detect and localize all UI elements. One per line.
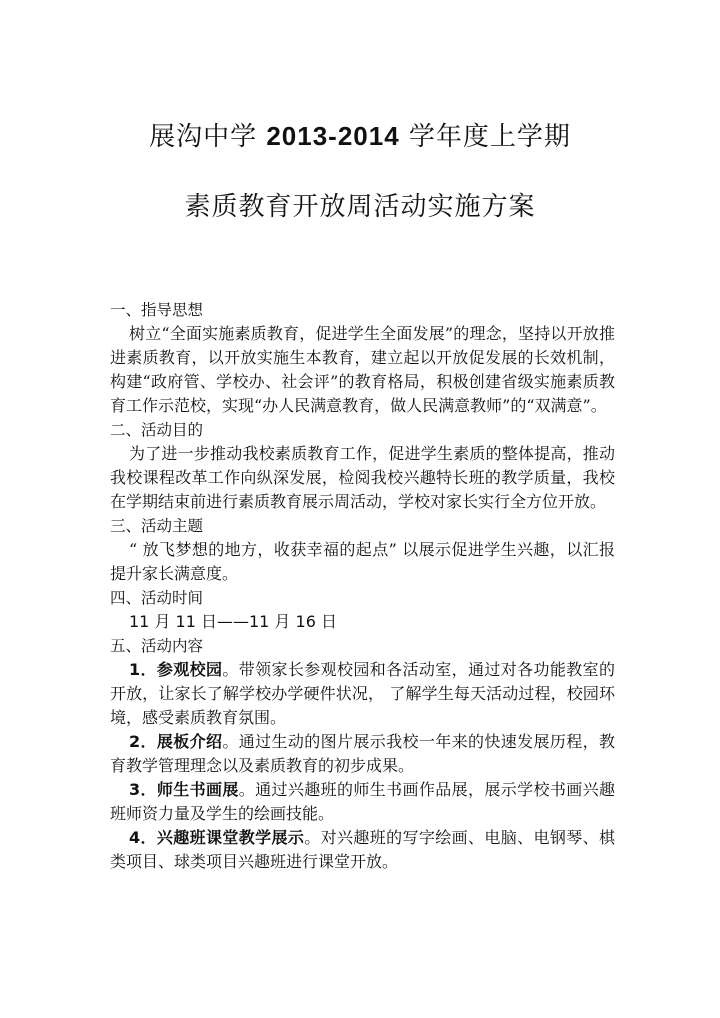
section-heading-purpose: 二、活动目的 xyxy=(110,421,204,439)
content-item-open-classes xyxy=(110,826,615,874)
content-item-label: 4．兴趣班课堂教学展示 xyxy=(129,828,305,847)
section-heading-content: 五、活动内容 xyxy=(110,637,204,655)
content-item-label: 1．参观校园 xyxy=(129,660,223,679)
content-item-art-exhibition xyxy=(110,778,615,826)
title-line-1-years: 2013-2014 xyxy=(266,121,400,151)
title-line-1 xyxy=(0,116,720,153)
section-text-guiding-thought: 树立“全面实施素质教育，促进学生全面发展”的理念，坚持以开放推进素质教育，以开放实施生本教育，建立起以开放促发展的长效机制，构建“政府管、学校办、社会评”的教育格局，积极创建省级实施素质教育工作示范校，实现“办人民满意教育，做人民满意教师”的“双满意”。 xyxy=(110,324,615,415)
content-item-display-boards xyxy=(110,730,615,778)
content-item-label: 2．展板介绍 xyxy=(129,732,223,751)
content-item-text: 。对兴趣班的写字绘画、电脑、电钢琴、棋类项目、球类项目兴趣班进行课堂开放。 xyxy=(110,828,615,871)
content-item-label: 3．师生书画展 xyxy=(129,780,239,799)
title-line-1-prefix: 展沟中学 xyxy=(149,122,267,152)
section-text-theme: “ 放飞梦想的地方，收获幸福的起点” 以展示促进学生兴趣，以汇报提升家长满意度。 xyxy=(110,540,615,583)
content-item-text: 。通过兴趣班的师生书画作品展，展示学校书画兴趣班师资力量及学生的绘画技能。 xyxy=(110,780,615,823)
document-body xyxy=(110,298,615,874)
content-item-text: 。通过生动的图片展示我校一年来的快速发展历程，教育教学管理理念以及素质教育的初步成果。 xyxy=(110,732,615,775)
content-item-campus-tour xyxy=(110,658,615,730)
content-item-text: 。带领家长参观校园和各活动室，通过对各功能教室的开放，让家长了解学校办学硬件状况， 了解学生每天活动过程，校园环境，感受素质教育氛围。 xyxy=(110,660,615,727)
section-heading-guiding-thought: 一、指导思想 xyxy=(110,301,204,319)
section-heading-time: 四、活动时间 xyxy=(110,589,204,607)
title-line-1-suffix: 学年度上学期 xyxy=(399,122,571,152)
section-text-purpose: 为了进一步推动我校素质教育工作，促进学生素质的整体提高，推动我校课程改革工作向纵深发展，检阅我校兴趣特长班的教学质量，我校在学期结束前进行素质教育展示周活动，学校对家长实行全方位开放。 xyxy=(110,444,615,511)
section-heading-theme: 三、活动主题 xyxy=(110,517,204,535)
title-line-2: 素质教育开放周活动实施方案 xyxy=(184,192,536,222)
section-text-time: 11 月 11 日——11 月 16 日 xyxy=(129,612,337,631)
